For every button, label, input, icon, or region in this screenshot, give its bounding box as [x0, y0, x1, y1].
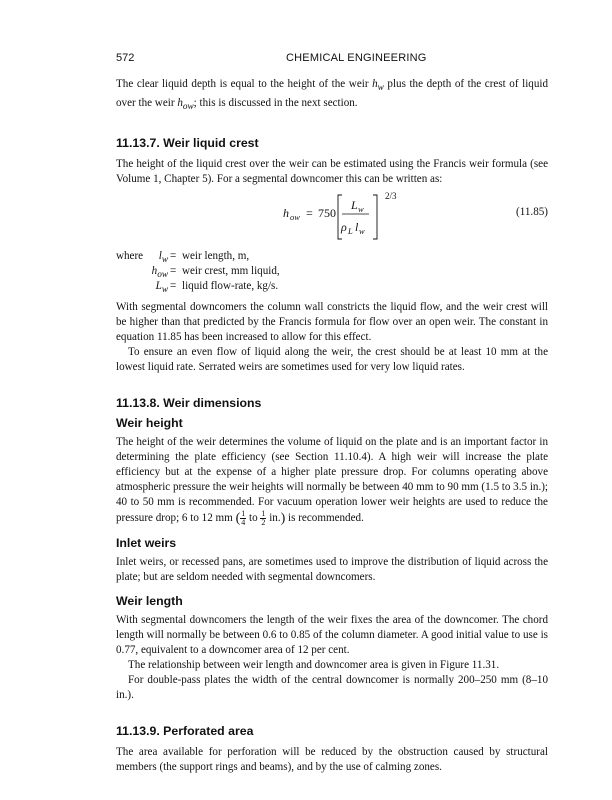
definition-row [116, 264, 548, 279]
definition-symbol: $l_w$ [158, 250, 168, 266]
eq-lhs-sub: ow [290, 212, 300, 223]
fraction-quarter: $\frac{1}{4}$ [241, 509, 246, 528]
eq-coefficient: 750 [318, 206, 336, 221]
definition-text: liquid flow-rate, kg/s. [182, 280, 279, 293]
subheading-weir-height: Weir height [116, 416, 183, 431]
weir-crest-paragraph-1: The height of the liquid crest over the weir can be estimated using the Francis weir formula (see Volume 1, Chapter 5). For a segmental downcomer this can be written as: [116, 158, 548, 186]
definition-equals: = [170, 280, 177, 293]
page-body [116, 77, 548, 775]
weir-length-paragraph-3: For double-pass plates the width of the central downcomer is normally 200–250 mm (8–10 in.). [116, 674, 548, 702]
running-title: CHEMICAL ENGINEERING [286, 52, 427, 64]
weir-length-paragraph-1: With segmental downcomers the length of the weir fixes the area of the downcomer. The chord length will normally be between 0.6 to 0.85 of the column diameter. A good initial value to use is 0.77, equivalent to a downcomer area of 12 per cent. [116, 614, 548, 657]
equation-graphic [116, 189, 548, 247]
weir-length-paragraph-2: The relationship between weir length and downcomer area is given in Figure 11.31. [128, 659, 500, 672]
fraction-half: $\frac{1}{2}$ [261, 509, 266, 528]
perforated-area-paragraph: The area available for perforation will be reduced by the obstruction caused by structural members (the support rings and beams), and by the use of calming zones. [116, 746, 548, 774]
inlet-weirs-paragraph: Inlet weirs, or recessed pans, are sometimes used to improve the distribution of liquid across the plate; but are seldom needed with segmental downcomers. [116, 556, 548, 584]
eq-den-rho-sub: L [348, 226, 353, 237]
eq-numerator-sub: w [358, 204, 364, 215]
eq-lhs: h [283, 206, 289, 221]
running-header [116, 52, 548, 68]
weir-crest-paragraph-3: To ensure an even flow of liquid along the weir, the crest should be at least 10 mm at the lowest liquid rate. Serrated weirs are sometimes used for very low liquid rates. [116, 346, 548, 374]
symbol-definitions [116, 249, 548, 294]
section-heading-11-13-8: 11.13.8. Weir dimensions [116, 396, 262, 411]
eq-equals: = [306, 206, 313, 221]
eq-den-l-sub: w [359, 226, 365, 237]
equation-11-85 [116, 189, 548, 247]
where-word: where [116, 250, 144, 263]
definition-row [116, 279, 548, 294]
definition-text: weir crest, mm liquid, [182, 265, 280, 278]
eq-den-rho: ρ [341, 220, 347, 235]
eq-den-l: l [355, 220, 359, 235]
intro-paragraph: The clear liquid depth is equal to the height of the weir $h_w$ plus the depth of the crest of liquid over the weir $h_{ow}$; this is discussed in the next section. [116, 78, 549, 113]
definition-symbol: $h_{ow}$ [151, 265, 168, 281]
definition-row [116, 249, 548, 264]
eq-right-bracket [373, 195, 377, 239]
definition-text: weir length, m, [182, 250, 250, 263]
section-heading-11-13-9: 11.13.9. Perforated area [116, 724, 254, 739]
weir-height-paragraph: The height of the weir determines the volume of liquid on the plate and is an important factor in determining the plate efficiency (see Section 11.10.4). A high weir will increase the plate efficiency but at the expense of a higher plate pressure drop. For columns operating above atmospheric pressure the weir heights will normally be between 40 mm to 90 mm (1.5 to 3.5 in.); 40 to 50 mm is recommended. For vacuum operation lower weir heights are used to reduce the pressure drop; 6 to 12 mm ( $\frac{1}{4}$ to $\frac{1}{2}$ in.) is recommended. [116, 436, 548, 528]
definition-symbol: $L_w$ [155, 280, 168, 296]
definition-equals: = [170, 250, 177, 263]
subheading-weir-length: Weir length [116, 594, 183, 609]
eq-exponent: 2/3 [385, 191, 397, 202]
subheading-inlet-weirs: Inlet weirs [116, 536, 177, 551]
weir-crest-paragraph-2: With segmental downcomers the column wall constricts the liquid flow, and the weir crest will be higher than that predicted by the Francis formula for flow over an open weir. The constant in equation 11.85 has been increased to allow for this effect. [116, 301, 548, 344]
page-number: 572 [116, 52, 135, 64]
definition-equals: = [170, 265, 177, 278]
section-heading-11-13-7: 11.13.7. Weir liquid crest [116, 136, 259, 151]
equation-number: (11.85) [516, 206, 548, 219]
eq-numerator: L [351, 198, 358, 213]
